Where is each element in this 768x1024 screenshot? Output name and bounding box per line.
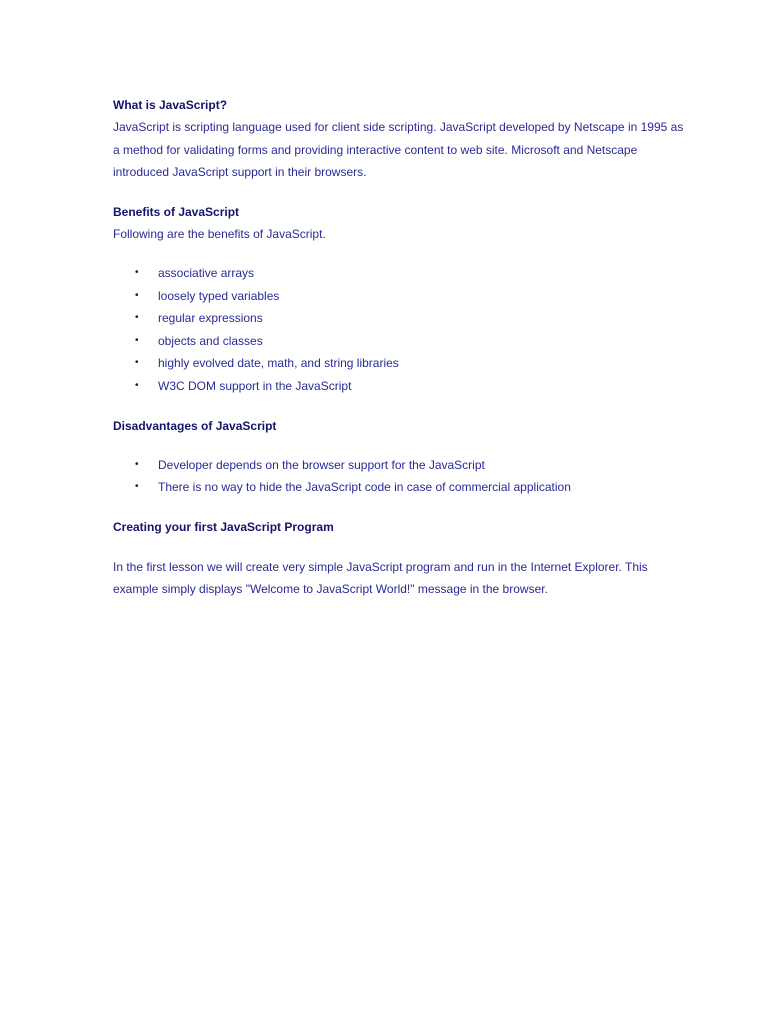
list-item xyxy=(113,307,693,330)
bullet-icon: • xyxy=(135,267,139,278)
list-item xyxy=(113,476,693,499)
bullet-icon: • xyxy=(135,379,139,391)
disadvantages-list xyxy=(113,454,693,499)
document-page xyxy=(113,94,693,601)
list-item-text: There is no way to hide the JavaScript code in case of commercial application xyxy=(158,480,571,495)
bullet-icon: • xyxy=(135,312,139,324)
list-item-text: W3C DOM support in the JavaScript xyxy=(158,378,352,393)
list-item xyxy=(113,285,693,308)
list-item xyxy=(113,375,693,398)
bullet-icon: • xyxy=(135,357,139,369)
list-item xyxy=(113,262,693,285)
list-item xyxy=(113,330,693,353)
list-item-text: Developer depends on the browser support for the JavaScript xyxy=(158,457,485,472)
paragraph-benefits-intro: Following are the benefits of JavaScript. xyxy=(113,226,326,241)
list-item xyxy=(113,352,693,375)
bullet-icon: • xyxy=(135,458,139,470)
bullet-icon: • xyxy=(135,289,139,301)
list-item xyxy=(113,454,693,477)
list-item-text: objects and classes xyxy=(158,333,263,348)
list-item-text: loosely typed variables xyxy=(158,288,280,303)
bullet-icon: • xyxy=(135,334,139,346)
bullet-icon: • xyxy=(135,481,139,493)
list-item-text: highly evolved date, math, and string libraries xyxy=(158,356,399,371)
paragraph-what-is-javascript: JavaScript is scripting language used for client side scripting. JavaScript developed by Netscape in 1995 as a method for validating forms and providing interactive content to web site. Microsoft and Netscape introduced JavaScript support in their browsers. xyxy=(113,120,684,179)
benefits-list xyxy=(113,262,693,398)
list-item-text: regular expressions xyxy=(158,311,263,326)
heading-disadvantages: Disadvantages of JavaScript xyxy=(113,418,277,433)
list-item-text: associative arrays xyxy=(158,266,255,280)
heading-first-program: Creating your first JavaScript Program xyxy=(113,519,334,534)
heading-what-is-javascript: What is JavaScript? xyxy=(113,98,228,112)
heading-benefits: Benefits of JavaScript xyxy=(113,204,240,219)
paragraph-first-program: In the first lesson we will create very simple JavaScript program and run in the Internet Explorer. This example simply displays "Welcome to JavaScript World!" message in the browser. xyxy=(113,559,648,597)
